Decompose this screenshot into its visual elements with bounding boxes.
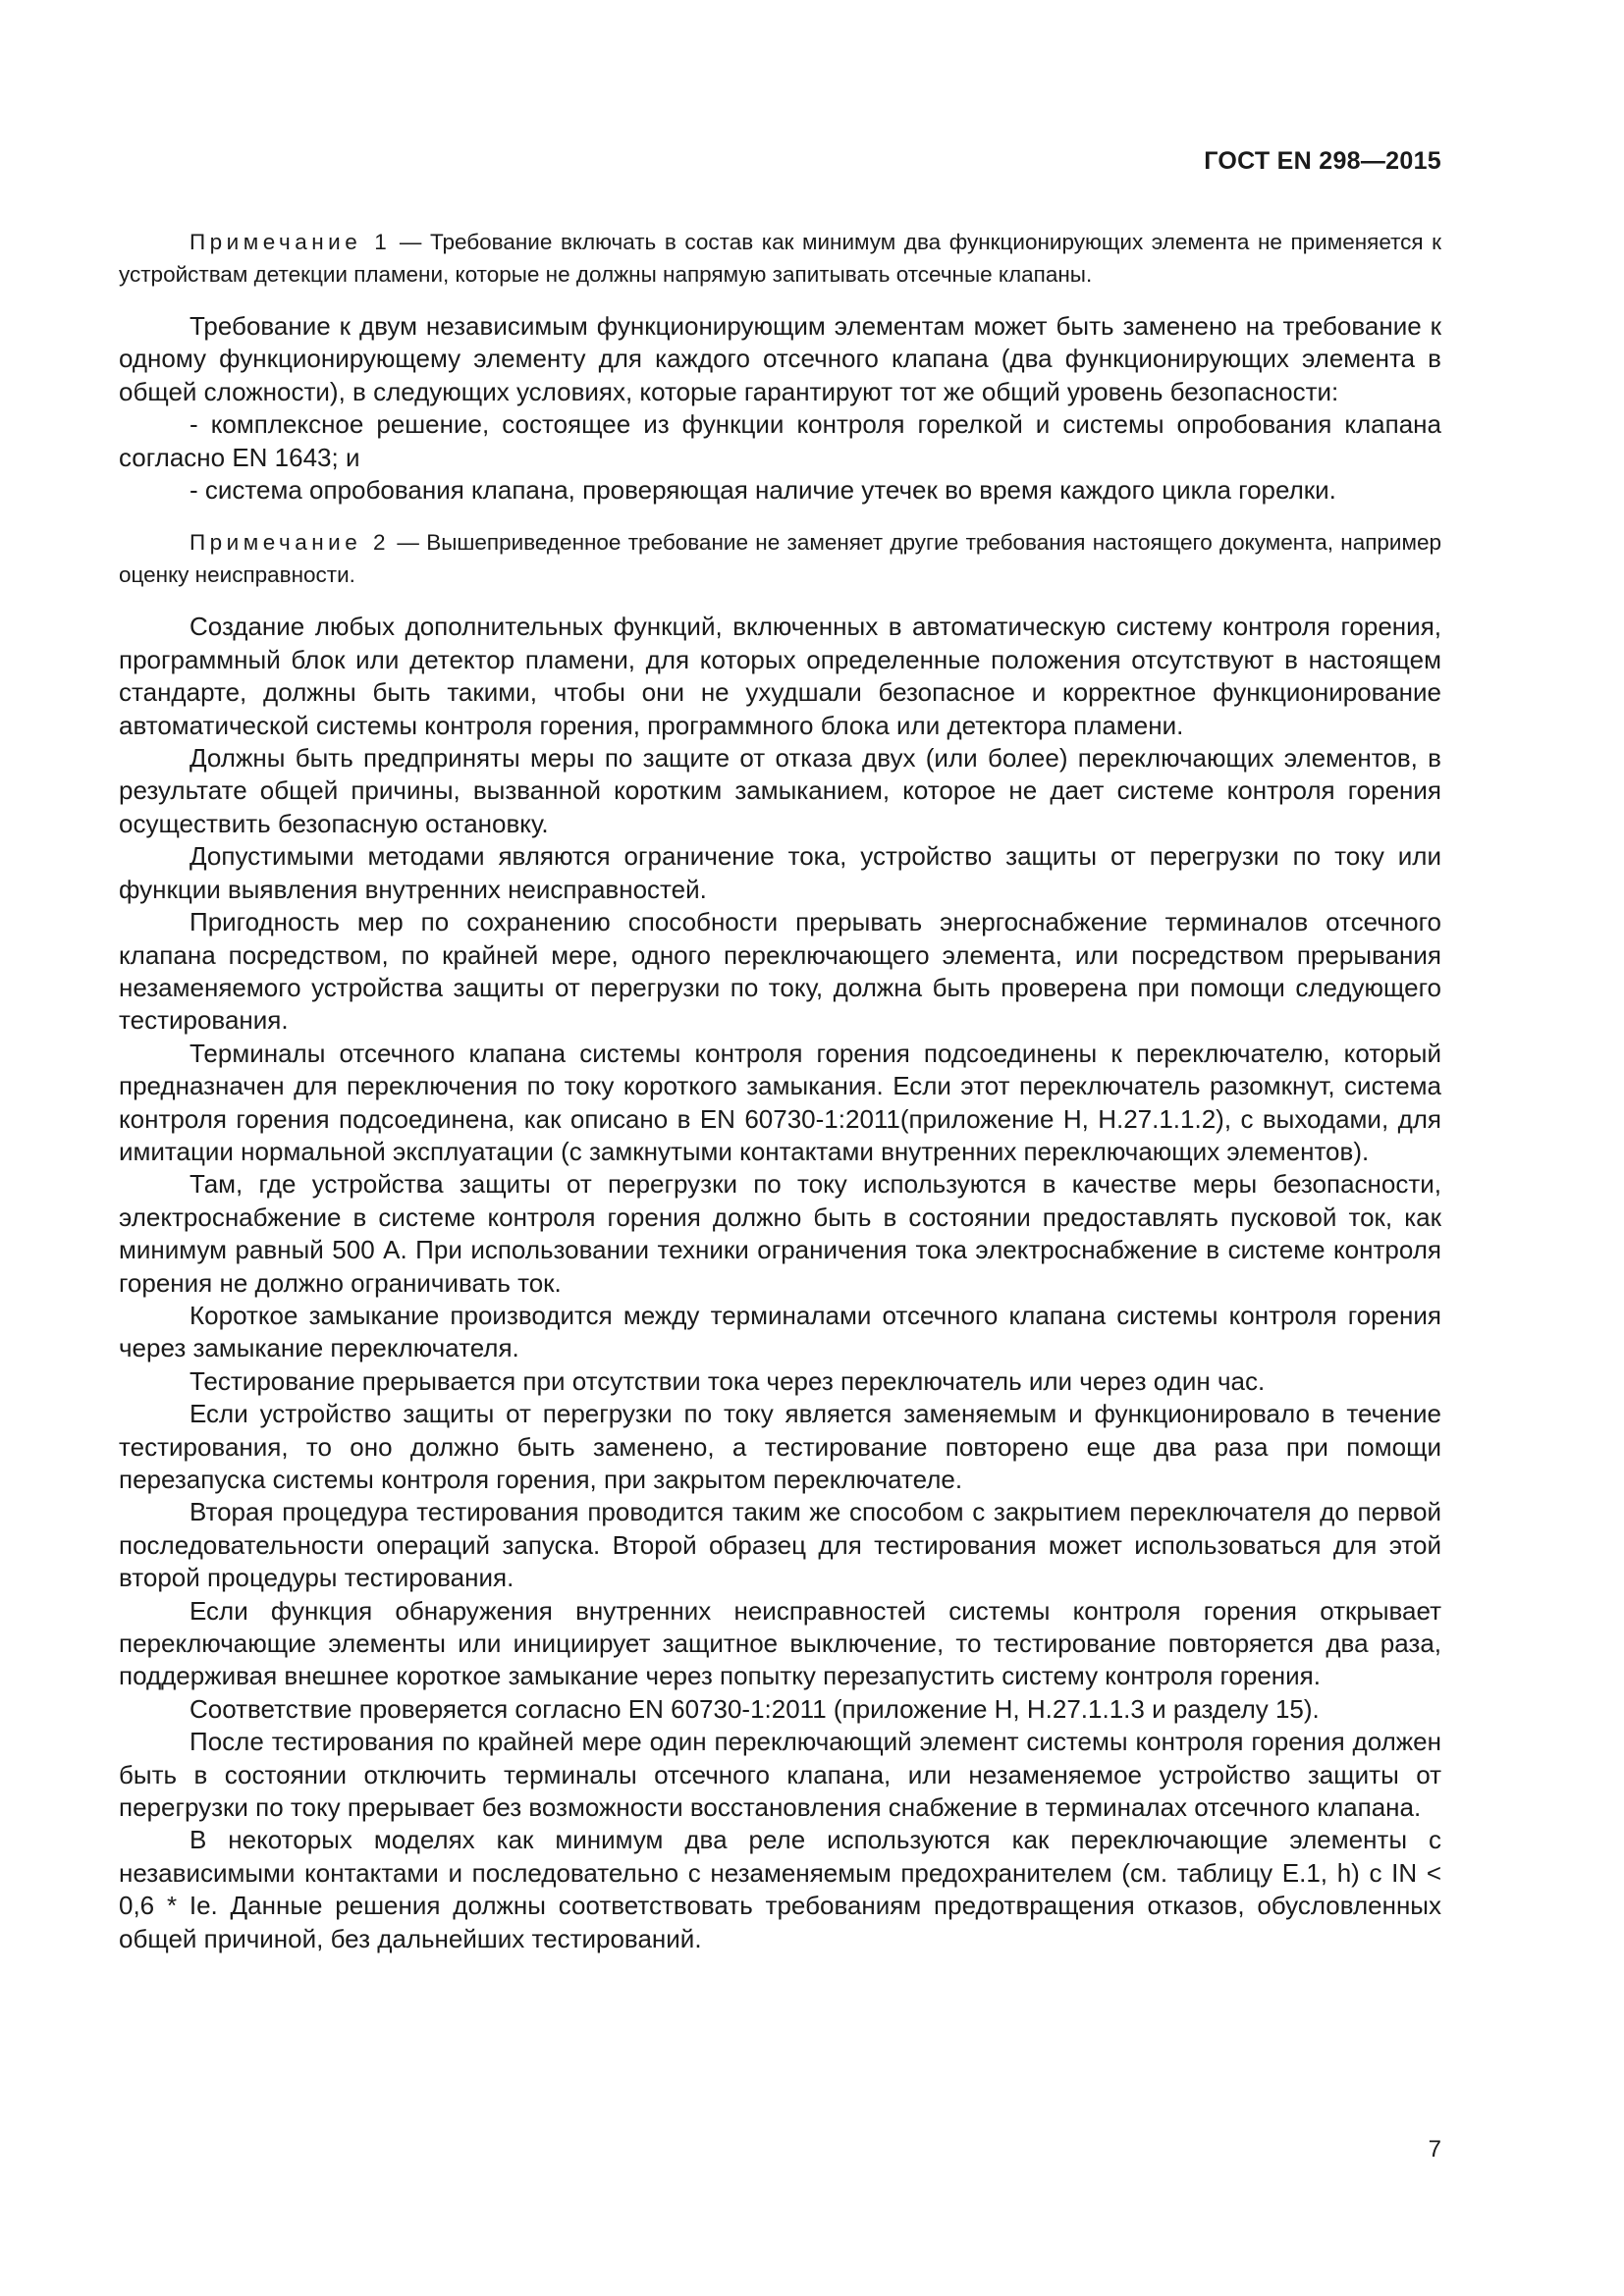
paragraph: - комплексное решение, состоящее из функции контроля горелкой и системы опробования клапана согласно EN 1643; и xyxy=(119,409,1441,472)
page-number: 7 xyxy=(1428,2136,1441,2163)
paragraph: Тестирование прерывается при отсутствии тока через переключатель или через один час. xyxy=(189,1365,1266,1396)
paragraph: Если устройство защиты от перегрузки по току является заменяемым и функционировало в течение тестирования, то оно должно быть заменено, а тестирование повторено еще два раза при помощи перезапуска системы контроля горения, при закрытом переключателе. xyxy=(119,1399,1441,1494)
paragraph: Короткое замыкание производится между терминалами отсечного клапана системы контроля горения через замыкание переключателя. xyxy=(119,1300,1441,1363)
paragraph: Если функция обнаружения внутренних неисправностей системы контроля горения открывает переключающие элементы или инициирует защитное выключение, то тестирование повторяется два раза, поддерживая внешнее короткое замыкание через попытку перезапустить систему контроля горения. xyxy=(119,1595,1441,1691)
note-1 xyxy=(119,226,1441,291)
paragraph: Должны быть предприняты меры по защите от отказа двух (или более) переключающих элементов, в результате общей причины, вызванной коротким замыканием, которое не дает системе контроля горения осуществить безопасную остановку. xyxy=(119,743,1441,838)
document-code: ГОСТ EN 298—2015 xyxy=(1204,147,1441,175)
paragraph: Терминалы отсечного клапана системы контроля горения подсоединены к переключателю, который предназначен для переключения по току короткого замыкания. Если этот переключатель разомкнут, система контроля горения подсоединена, как описано в EN 60730-1:2011(приложение H, H.27.1.1.2), с выходами, для имитации нормальной эксплуатации (с замкнутыми контактами внутренних переключающих элементов). xyxy=(119,1038,1441,1166)
paragraph: - система опробования клапана, проверяющая наличие утечек во время каждого цикла горелки. xyxy=(189,475,1336,506)
paragraph: Пригодность мер по сохранению способности прерывать энергоснабжение терминалов отсечного клапана посредством, по крайней мере, одного переключающего элемента, или посредством прерывания незаменяемого устройства защиты от перегрузки по току, должна быть проверена при помощи следующего тестирования. xyxy=(119,907,1441,1036)
note-2-label: Примечание 2 xyxy=(189,530,391,556)
paragraph: Соответствие проверяется согласно EN 60730-1:2011 (приложение H, H.27.1.1.3 и разделу 15). xyxy=(189,1693,1320,1724)
paragraph: Вторая процедура тестирования проводится таким же способом с закрытием переключателя до первой последовательности операций запуска. Второй образец для тестирования может использоваться для этой второй процедуры тестирования. xyxy=(119,1497,1441,1593)
note-1-text: — Требование включать в состав как минимум два функционирующих элемента не применяется к устройствам детекции пламени, которые не должны напрямую запитывать отсечные клапаны. xyxy=(119,230,1441,287)
paragraph: После тестирования по крайней мере один переключающий элемент системы контроля горения должен быть в состоянии отключить терминалы отсечного клапана, или незаменяемое устройство защиты от перегрузки по току прерывает без возможности восстановления снабжение в терминалах отсечного клапана. xyxy=(119,1727,1441,1823)
paragraph: Требование к двум независимым функционирующим элементам может быть заменено на требование к одному функционирующему элементу для каждого отсечного клапана (два функционирующих элемента в общей сложности), в следующих условиях, которые гарантируют тот же общий уровень безопасности: xyxy=(119,311,1441,406)
paragraph: Создание любых дополнительных функций, включенных в автоматическую систему контроля горения, программный блок или детектор пламени, для которых определенные положения отсутствуют в настоящем стандарте, должны быть такими, чтобы они не ухудшали безопасное и корректное функционирование автоматической системы контроля горения, программного блока или детектора пламени. xyxy=(119,612,1441,740)
page-content xyxy=(119,226,1441,1955)
note-2-text: — Вышеприведенное требование не заменяет другие требования настоящего документа, например оценку неисправности. xyxy=(119,530,1441,588)
paragraph: Допустимыми методами являются ограничение тока, устройство защиты от перегрузки по току или функции выявления внутренних неисправностей. xyxy=(119,841,1441,904)
note-2 xyxy=(119,526,1441,591)
note-1-label: Примечание 1 xyxy=(189,230,392,254)
paragraph: В некоторых моделях как минимум два реле используются как переключающие элементы с независимыми контактами и последовательно с незаменяемым предохранителем (см. таблицу Е.1, h) с IN < 0,6 * Ie. Данные решения должны соответствовать требованиям предотвращения отказов, обусловленных общей причиной, без дальнейших тестирований. xyxy=(119,1825,1441,1953)
paragraph: Там, где устройства защиты от перегрузки по току используются в качестве меры безопасности, электроснабжение в системе контроля горения должно быть в состоянии предоставлять пусковой ток, как минимум равный 500 А. При использовании техники ограничения тока электроснабжение в системе контроля горения не должно ограничивать ток. xyxy=(119,1169,1441,1298)
